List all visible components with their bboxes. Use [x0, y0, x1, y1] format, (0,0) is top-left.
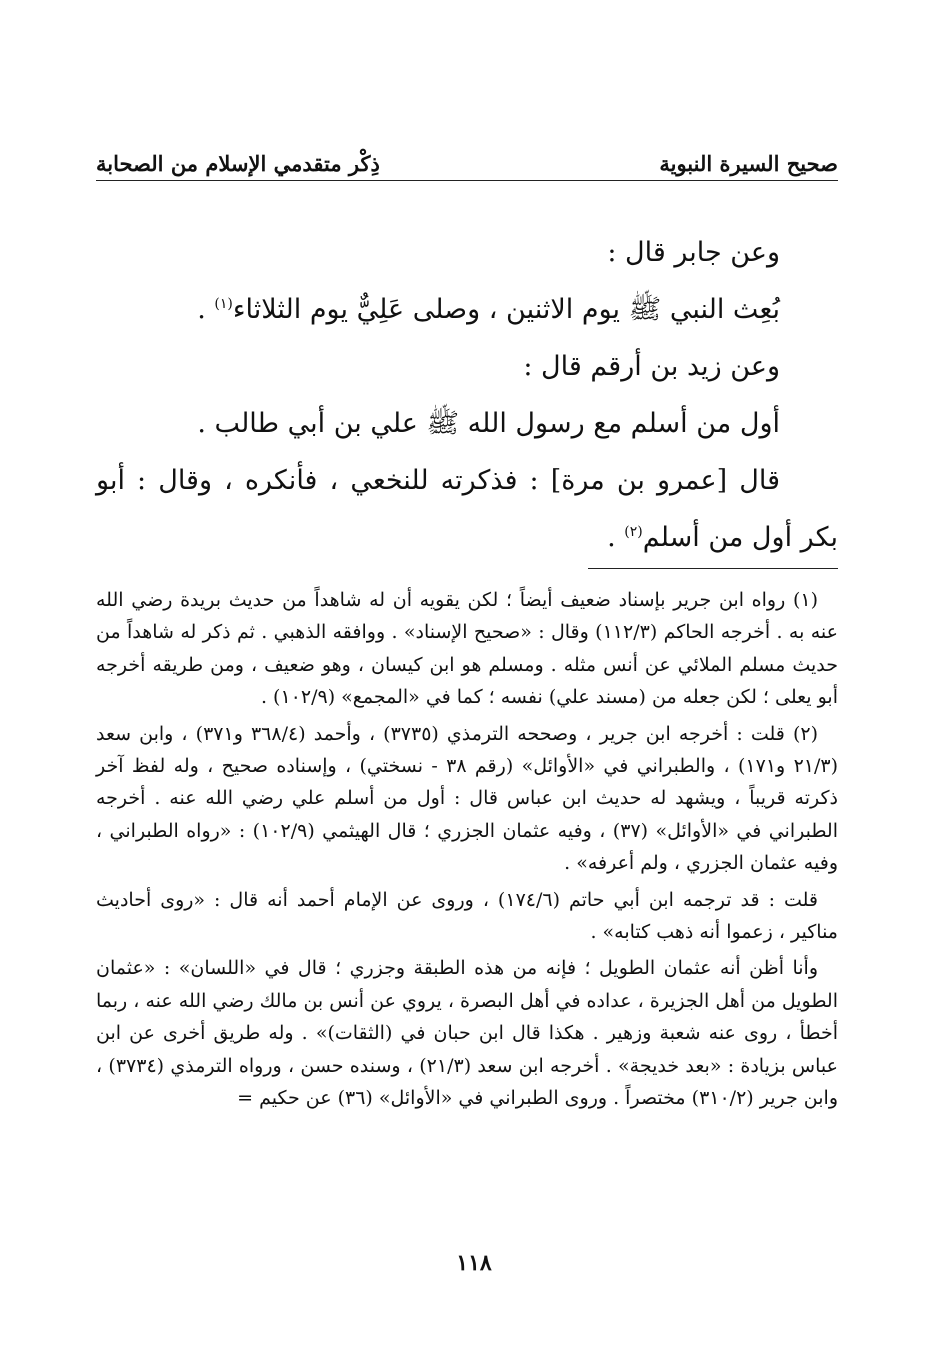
- running-header: [96, 136, 838, 181]
- main-text: [96, 224, 838, 566]
- footnotes: [96, 584, 838, 1119]
- header-book-title: صحيح السيرة النبوية: [659, 151, 838, 176]
- footnote-divider: [588, 568, 838, 569]
- paragraph-2: [96, 281, 838, 338]
- footnote-ref-2[interactable]: (٢): [624, 524, 643, 540]
- footnote-2-cont-1: قلت : قد ترجمه ابن أبي حاتم (١٧٤/٦) ، وروى عن الإمام أحمد أنه قال : «روى أحاديث مناكير ، زعموا أنه ذهب كتابه» .: [96, 888, 838, 944]
- footnote-ref-1[interactable]: (١): [214, 296, 233, 312]
- footnote-1: (١) رواه ابن جرير بإسناد ضعيف أيضاً ؛ لكن يقويه أن له شاهداً من حديث بريدة رضي الله عنه به . أخرجه الحاكم (١١٢/٣) وقال : «صحيح الإسناد» . ووافقه الذهبي . ثم ذكر له شاهداً من حديث مسلم الملائي عن أنس مثله . ومسلم هو ابن كيسان ، وهو ضعيف ، ومن طريقه أخرجه أبو يعلى ؛ لكن جعله من (مسند علي) نفسه ؛ كما في «المجمع» (١٠٢/٩) .: [96, 589, 838, 709]
- paragraph-5-end: .: [607, 522, 625, 553]
- paragraph-5-text: قال [عمرو بن مرة] : فذكرته للنخعي ، فأنكره ، وقال : أبو بكر أول من أسلم: [96, 465, 838, 553]
- header-chapter-title: ذِكْر متقدمي الإسلام من الصحابة: [96, 151, 380, 176]
- paragraph-5: [96, 452, 838, 566]
- paragraph-4: أول من أسلم مع رسول الله ﷺ علي بن أبي طالب .: [197, 408, 780, 439]
- paragraph-2-text: بُعِث النبي ﷺ يوم الاثنين ، وصلى عَلِيٌّ يوم الثلاثاء: [232, 294, 780, 325]
- paragraph-1: وعن جابر قال :: [607, 237, 780, 268]
- footnote-2-cont-2: وأنا أظن أنه عثمان الطويل ؛ فإنه من هذه الطبقة وجزري ؛ قال في «اللسان» : «عثمان الطويل من أهل الجزيرة ، عداده في أهل البصرة ، يروي عن أنس بن مالك رضي الله عنه ، ربما أخطأ ، روى عنه شعبة وزهير . هكذا قال ابن حبان في (الثقات)» . وله طريق أخرى عن ابن عباس بزيادة : «بعد خديجة» . أخرجه ابن سعد (٢١/٣) ، وسنده حسن ، ورواه الترمذي (٣٧٣٤) ، وابن جرير (٣١٠/٢) مختصراً . وروى الطبراني في «الأوائل» (٣٦) عن حكيم =: [96, 957, 838, 1110]
- footnote-2: (٢) قلت : أخرجه ابن جرير ، وصححه الترمذي (٣٧٣٥) ، وأحمد (٣٦٨/٤ و٣٧١) ، وابن سعد (٢١/٣ و١٧١) ، والطبراني في «الأوائل» (رقم ٣٨ - نسختي) ، وإسناده صحيح ، وله لفظ آخر ذكرته قريباً ، ويشهد له حديث ابن عباس قال : أول من أسلم علي رضي الله عنه . أخرجه الطبراني في «الأوائل» (٣٧) ، وفيه عثمان الجزري ؛ قال الهيثمي (١٠٢/٩) : «رواه الطبراني ، وفيه عثمان الجزري ، ولم أعرفه» .: [96, 722, 839, 875]
- paragraph-2-end: .: [197, 294, 215, 325]
- paragraph-3: وعن زيد بن أرقم قال :: [523, 351, 780, 382]
- page-number: ١١٨: [456, 1250, 492, 1276]
